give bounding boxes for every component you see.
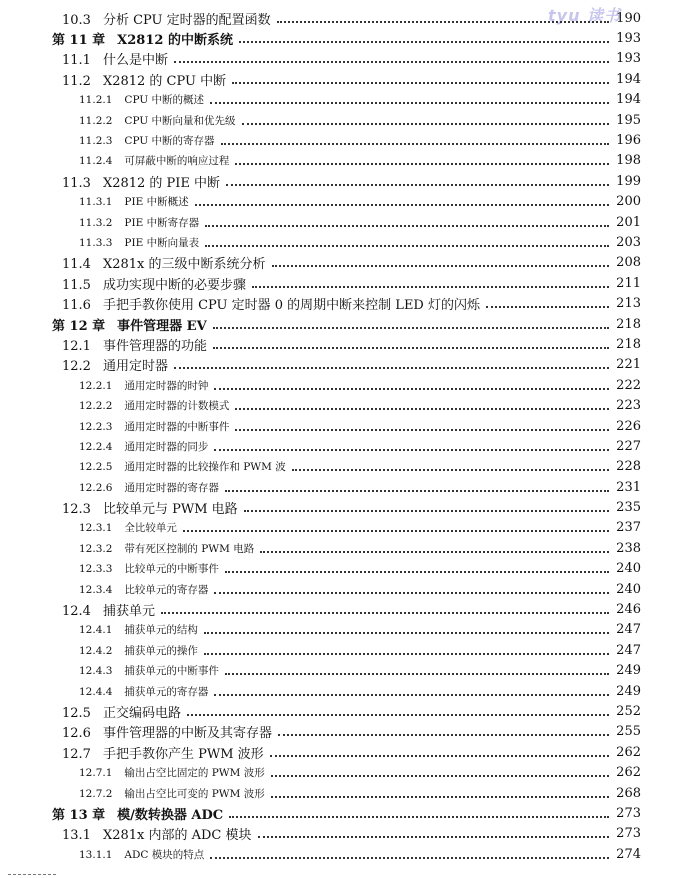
dot-leader [214, 591, 609, 594]
toc-entry-title [79, 663, 219, 678]
toc-entry-sub [0, 212, 675, 232]
toc-entry-number: 11.3.3 [79, 236, 113, 249]
toc-entry-section [0, 293, 675, 313]
toc-entry-page: 273 [616, 805, 641, 821]
toc-entry-text: 捕获单元的寄存器 [124, 685, 209, 698]
toc-entry-title [62, 335, 207, 354]
toc-entry-page: 240 [616, 561, 641, 577]
toc-entry-text: 通用定时器的寄存器 [124, 481, 219, 494]
toc-entry-page: 249 [616, 683, 641, 699]
toc-entry-title [79, 419, 229, 434]
toc-entry-number: 11.1 [62, 53, 91, 69]
toc-entry-sub [0, 538, 675, 558]
dot-leader [272, 264, 610, 267]
toc-entry-number: 12.4.2 [79, 644, 113, 657]
dot-leader [213, 326, 609, 329]
dot-leader [292, 468, 609, 471]
toc-entry-page: 255 [616, 724, 641, 740]
toc-entry-section [0, 49, 675, 69]
toc-entry-page: 273 [616, 826, 641, 842]
toc-entry-text: 手把手教你产生 PWM 波形 [102, 746, 264, 762]
toc-entry-chapter [0, 314, 675, 334]
toc-entry-title [79, 582, 208, 597]
toc-entry-title [62, 498, 238, 517]
toc-entry-section [0, 334, 675, 354]
toc-entry-page: 218 [616, 316, 641, 332]
toc-entry-number: 12.6 [62, 726, 91, 742]
toc-entry-text: 通用定时器的时钟 [124, 379, 209, 392]
dot-leader [174, 366, 609, 369]
toc-entry-page: 235 [616, 500, 641, 516]
toc-entry-title [62, 824, 252, 843]
dot-leader [161, 611, 609, 614]
toc-entry-page: 196 [616, 133, 641, 149]
toc-entry-number: 12.4.4 [79, 685, 113, 698]
toc-entry-number: 11.3.2 [79, 216, 113, 229]
dot-leader [210, 101, 609, 104]
toc-entry-text: PIE 中断向量表 [124, 236, 200, 249]
toc-entry-title [79, 561, 219, 576]
toc-entry-sub [0, 130, 675, 150]
toc-entry-text: 分析 CPU 定时器的配置函数 [102, 12, 271, 28]
toc-entry-sub [0, 620, 675, 640]
toc-entry-number: 13.1 [62, 828, 91, 844]
toc-entry-page: 218 [616, 336, 641, 352]
toc-entry-section [0, 824, 675, 844]
toc-entry-section [0, 355, 675, 375]
toc-entry-page: 246 [616, 602, 641, 618]
dot-leader [214, 448, 609, 451]
dot-leader [486, 305, 609, 308]
toc-entry-text: 通用定时器的同步 [124, 440, 209, 453]
toc-entry-number: 11.2.2 [79, 114, 113, 127]
toc-entry-number: 11.4 [62, 257, 91, 273]
toc-entry-section [0, 497, 675, 517]
toc-entry-sub [0, 151, 675, 171]
toc-entry-text: 全比较单元 [124, 522, 177, 535]
toc-entry-title [62, 355, 168, 374]
dot-leader [174, 60, 609, 63]
toc-entry-number: 12.4.3 [79, 665, 113, 678]
toc-entry-sub [0, 192, 675, 212]
toc-entry-number: 12.5 [62, 705, 91, 721]
dot-leader [271, 795, 609, 798]
toc-entry-text: 输出占空比固定的 PWM 波形 [124, 767, 265, 780]
dot-leader [225, 672, 609, 675]
toc-entry-number: 12.2.6 [79, 481, 113, 494]
toc-entry-number: 12.3.4 [79, 583, 113, 596]
toc-entry-text: 事件管理器的中断及其寄存器 [102, 726, 272, 742]
toc-entry-title [79, 378, 208, 393]
toc-entry-number: 第 11 章 [52, 33, 106, 49]
toc-entry-number: 11.2 [62, 73, 91, 89]
toc-entry-page: 249 [616, 663, 641, 679]
toc-entry-text: 手把手教你使用 CPU 定时器 0 的周期中断来控制 LED 灯的闪烁 [102, 298, 480, 314]
toc-entry-title [62, 253, 266, 272]
toc-entry-title [79, 541, 254, 556]
dot-leader [244, 509, 609, 512]
toc-entry-page: 247 [616, 622, 641, 638]
dot-leader [258, 835, 609, 838]
toc-entry-title [62, 49, 168, 68]
toc-entry-sub [0, 395, 675, 415]
toc-entry-page: 252 [616, 703, 641, 719]
toc-entry-number: 12.3.1 [79, 522, 113, 535]
toc-entry-sub [0, 844, 675, 864]
toc-entry-text: ADC 模块的特点 [124, 848, 205, 861]
toc-entry-text: 捕获单元的操作 [124, 644, 198, 657]
toc-entry-number: 11.2.1 [79, 94, 113, 107]
toc-entry-page: 198 [616, 153, 641, 169]
toc-entry-title [79, 684, 208, 699]
toc-entry-number: 12.4 [62, 604, 91, 620]
toc-entry-sub [0, 579, 675, 599]
toc-entry-number: 11.3.1 [79, 196, 113, 209]
toc-entry-title [79, 133, 215, 148]
toc-entry-number: 12.7 [62, 746, 91, 762]
toc-entry-number: 11.6 [62, 298, 91, 314]
toc-entry-section [0, 599, 675, 619]
dot-leader [235, 407, 609, 410]
toc-entry-number: 13.1.1 [79, 848, 113, 861]
toc-entry-text: 正交编码电路 [102, 705, 181, 721]
toc-entry-title [79, 113, 236, 128]
toc-entry-text: 什么是中断 [102, 53, 168, 69]
dot-leader [270, 754, 609, 757]
table-of-contents [0, 8, 675, 864]
dot-leader [204, 631, 609, 634]
toc-entry-sub [0, 681, 675, 701]
dot-leader [225, 489, 609, 492]
toc-entry-number: 12.3.3 [79, 563, 113, 576]
toc-entry-page: 190 [616, 10, 641, 26]
toc-entry-title [52, 315, 207, 334]
toc-entry-text: X281x 的三级中断系统分析 [102, 257, 266, 273]
toc-entry-text: 模/数转换器 ADC [117, 807, 224, 823]
toc-entry-page: 193 [616, 51, 641, 67]
toc-entry-title [79, 194, 189, 209]
toc-entry-page: 200 [616, 194, 641, 210]
toc-entry-sub [0, 762, 675, 782]
toc-entry-title [79, 459, 286, 474]
toc-entry-text: 通用定时器 [102, 359, 168, 375]
toc-entry-text: PIE 中断寄存器 [124, 216, 200, 229]
dot-leader [221, 142, 609, 145]
dot-leader [278, 733, 609, 736]
toc-entry-page: 231 [616, 479, 641, 495]
toc-entry-section [0, 8, 675, 28]
toc-entry-title [62, 743, 264, 762]
toc-entry-section [0, 171, 675, 191]
toc-entry-title [52, 804, 223, 823]
toc-entry-title [79, 520, 177, 535]
toc-entry-number: 12.3.2 [79, 542, 113, 555]
toc-entry-title [52, 29, 233, 48]
toc-entry-page: 193 [616, 31, 641, 47]
toc-entry-title [79, 480, 219, 495]
toc-entry-sub [0, 783, 675, 803]
toc-entry-text: 比较单元的寄存器 [124, 583, 209, 596]
toc-entry-text: CPU 中断的概述 [124, 94, 205, 107]
dot-leader [225, 570, 609, 573]
dot-leader [204, 652, 609, 655]
toc-entry-page: 274 [616, 846, 641, 862]
toc-entry-page: 201 [616, 214, 641, 230]
toc-entry-sub [0, 232, 675, 252]
toc-entry-page: 199 [616, 173, 641, 189]
toc-entry-page: 237 [616, 520, 641, 536]
toc-entry-number: 第 13 章 [52, 807, 106, 823]
toc-entry-title [62, 600, 155, 619]
toc-entry-title [62, 9, 271, 28]
dot-leader [235, 162, 609, 165]
toc-entry-page: 247 [616, 642, 641, 658]
dot-leader [226, 183, 609, 186]
toc-entry-sub [0, 90, 675, 110]
dot-leader [187, 713, 609, 716]
toc-entry-page: 228 [616, 459, 641, 475]
toc-entry-sub [0, 477, 675, 497]
toc-entry-text: PIE 中断概述 [124, 196, 189, 209]
toc-entry-title [79, 643, 198, 658]
toc-entry-text: 带有死区控制的 PWM 电路 [124, 542, 255, 555]
toc-entry-title [62, 70, 226, 89]
toc-entry-sub [0, 375, 675, 395]
toc-entry-sub [0, 436, 675, 456]
toc-entry-section [0, 742, 675, 762]
toc-entry-section [0, 273, 675, 293]
toc-entry-page: 211 [616, 275, 641, 291]
toc-entry-text: 捕获单元 [102, 604, 155, 620]
toc-entry-chapter [0, 803, 675, 823]
toc-entry-text: X281x 内部的 ADC 模块 [102, 828, 252, 844]
toc-entry-title [79, 847, 204, 862]
toc-entry-title [79, 765, 265, 780]
toc-entry-number: 10.3 [62, 12, 91, 28]
toc-entry-title [79, 235, 199, 250]
toc-entry-text: 捕获单元的结构 [124, 624, 198, 637]
toc-entry-number: 12.7.2 [79, 787, 113, 800]
toc-entry-title [79, 622, 198, 637]
toc-entry-title [79, 786, 265, 801]
toc-entry-title [79, 215, 199, 230]
dot-leader [242, 122, 609, 125]
dot-leader [229, 815, 609, 818]
toc-entry-sub [0, 559, 675, 579]
toc-entry-text: CPU 中断向量和优先级 [124, 114, 236, 127]
dot-leader [235, 428, 609, 431]
toc-entry-title [62, 294, 480, 313]
toc-entry-page: 227 [616, 438, 641, 454]
toc-entry-sub [0, 110, 675, 130]
dot-leader [205, 224, 609, 227]
dot-leader [214, 693, 609, 696]
toc-entry-text: 事件管理器的功能 [102, 338, 207, 354]
toc-entry-text: 事件管理器 EV [117, 318, 207, 334]
dot-leader [205, 244, 609, 247]
toc-entry-text: 通用定时器的中断事件 [124, 420, 230, 433]
toc-entry-number: 12.2.1 [79, 379, 113, 392]
toc-entry-sub [0, 518, 675, 538]
toc-entry-page: 262 [616, 765, 641, 781]
toc-entry-text: 比较单元的中断事件 [124, 563, 219, 576]
toc-entry-number: 12.7.1 [79, 767, 113, 780]
dot-leader [195, 203, 609, 206]
toc-entry-number: 12.3 [62, 502, 91, 518]
toc-entry-page: 240 [616, 581, 641, 597]
toc-entry-page: 195 [616, 112, 641, 128]
toc-entry-text: 通用定时器的计数模式 [124, 400, 230, 413]
toc-entry-page: 226 [616, 418, 641, 434]
toc-entry-number: 11.5 [62, 277, 91, 293]
toc-entry-page: 268 [616, 785, 641, 801]
dot-leader [213, 346, 609, 349]
toc-entry-title [62, 274, 246, 293]
dot-leader [271, 774, 609, 777]
dot-leader [214, 387, 609, 390]
toc-entry-chapter [0, 28, 675, 48]
toc-entry-page: 208 [616, 255, 641, 271]
toc-entry-section [0, 69, 675, 89]
toc-entry-number: 12.2.5 [79, 461, 113, 474]
toc-entry-number: 第 12 章 [52, 318, 106, 334]
toc-entry-number: 12.2 [62, 359, 91, 375]
toc-entry-text: X2812 的中断系统 [117, 33, 233, 49]
toc-entry-sub [0, 457, 675, 477]
dot-leader [239, 40, 609, 43]
toc-entry-title [79, 92, 204, 107]
toc-entry-number: 12.2.4 [79, 440, 113, 453]
toc-entry-title [79, 439, 208, 454]
toc-entry-text: 比较单元与 PWM 电路 [102, 502, 238, 518]
toc-entry-section [0, 722, 675, 742]
toc-entry-text: CPU 中断的寄存器 [124, 135, 215, 148]
toc-entry-page: 222 [616, 377, 641, 393]
toc-entry-sub [0, 661, 675, 681]
watermark-logo: tyu 读书 [548, 6, 622, 25]
toc-entry-title [79, 398, 229, 413]
toc-entry-text: X2812 的 CPU 中断 [102, 73, 227, 89]
toc-entry-title [62, 172, 220, 191]
toc-entry-sub [0, 416, 675, 436]
dot-leader [183, 529, 609, 532]
toc-entry-text: 通用定时器的比较操作和 PWM 波 [124, 461, 286, 474]
toc-entry-text: 成功实现中断的必要步骤 [102, 277, 246, 293]
toc-entry-page: 262 [616, 744, 641, 760]
toc-entry-page: 221 [616, 357, 641, 373]
toc-entry-text: 可屏蔽中断的响应过程 [124, 155, 230, 168]
toc-entry-page: 194 [616, 92, 641, 108]
toc-entry-page: 203 [616, 234, 641, 250]
dot-leader [260, 550, 609, 553]
toc-entry-page: 238 [616, 540, 641, 556]
toc-entry-section [0, 253, 675, 273]
toc-entry-section [0, 701, 675, 721]
dot-leader [232, 81, 609, 84]
toc-entry-sub [0, 640, 675, 660]
toc-entry-text: X2812 的 PIE 中断 [102, 175, 221, 191]
toc-entry-title [79, 153, 229, 168]
toc-entry-page: 194 [616, 71, 641, 87]
toc-entry-title [62, 702, 181, 721]
dot-leader [252, 285, 609, 288]
toc-entry-text: 捕获单元的中断事件 [124, 665, 219, 678]
dot-leader [210, 856, 609, 859]
toc-entry-number: 12.2.2 [79, 400, 113, 413]
toc-entry-title [62, 722, 272, 741]
toc-entry-number: 11.2.4 [79, 155, 113, 168]
toc-entry-number: 12.1 [62, 338, 91, 354]
toc-entry-page: 223 [616, 398, 641, 414]
toc-entry-text: 输出占空比可变的 PWM 波形 [124, 787, 265, 800]
toc-entry-number: 12.4.1 [79, 624, 113, 637]
toc-entry-number: 11.2.3 [79, 135, 113, 148]
toc-entry-number: 11.3 [62, 175, 91, 191]
toc-entry-page: 213 [616, 296, 641, 312]
toc-entry-number: 12.2.3 [79, 420, 113, 433]
dot-leader [277, 20, 609, 23]
